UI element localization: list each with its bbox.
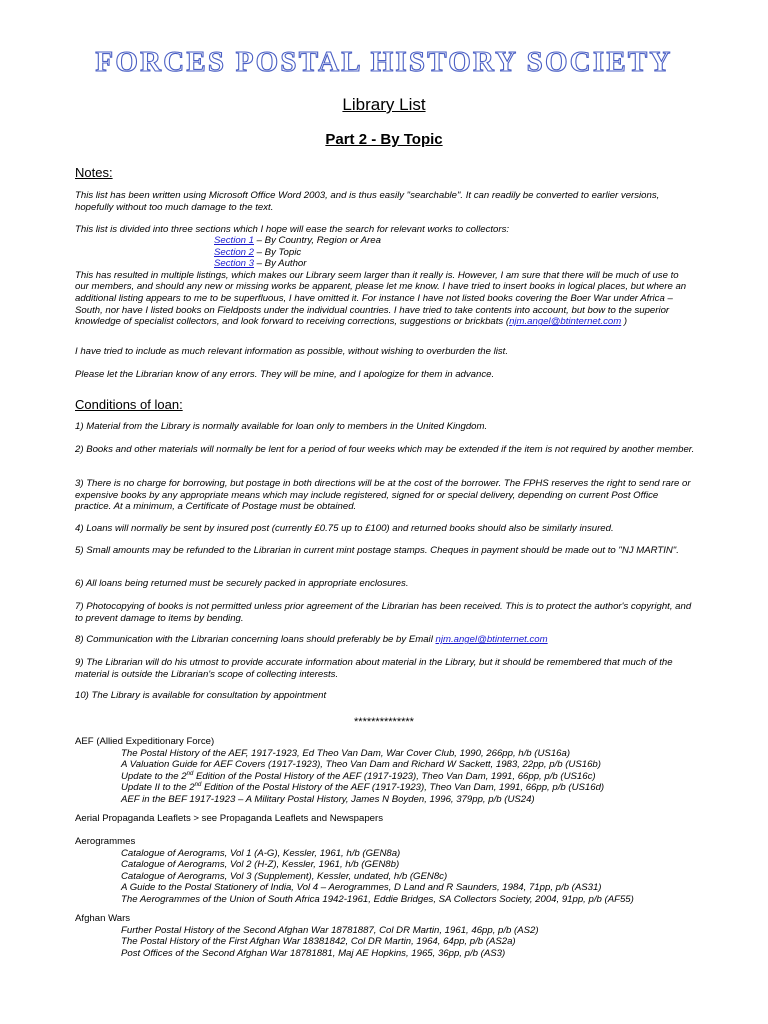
section-3-line: Section 3 – By Author (214, 258, 307, 270)
condition-1: 1) Material from the Library is normally available for loan only to members in the United Kingdom. (75, 421, 488, 432)
condition-8: 8) Communication with the Librarian concerning loans should preferably be by Email njm.angel@btinternet.com (75, 634, 548, 645)
notes-paragraph-3: This has resulted in multiple listings, which makes our Library seem larger than it really is. However, I am sure that there will be much of use to our members, and should any new or missing works be apparent, please let me know. I have tried to insert books in logical places, but where an additional listing appears to me to be superfluous, I have omitted it. For instance I have not listed books covering the Boer War under Africa – South, nor have I listed books on Fieldposts under the individual countries. I have tried to take contents into account, but bow to the superior knowledge of specialist collectors, and look forward to receiving corrections, suggestions or brickbats (njm.angel@btinternet.com ) (75, 269, 687, 328)
notes-paragraph-1: This list has been written using Microsoft Office Word 2003, and is thus easily "searchable". It can readily be converted to earlier versions, hopefully without too much damage to the text. (75, 190, 660, 213)
list-item: The Postal History of the AEF, 1917-1923, Ed Theo Van Dam, War Cover Club, 1990, 266pp, h/b (US16a) (121, 747, 571, 759)
list-item: A Guide to the Postal Stationery of India, Vol 4 – Aerogrammes, D Land and R Saunders, 1984, 71pp, p/b (AS31) (121, 882, 602, 894)
librarian-email-link[interactable]: njm.angel@btinternet.com (509, 316, 622, 328)
notes-paragraph-5: Please let the Librarian know of any errors. They will be mine, and I apologize for them in advance. (75, 369, 495, 380)
list-item: Update to the 2nd Edition of the Postal History of the AEF (1917-1923), Theo Van Dam, 1991, 66pp, p/b (US16c) (121, 770, 596, 782)
list-item: The Postal History of the First Afghan War 18381842, Col DR Martin, 1964, 64pp, p/b (AS2a) (121, 936, 516, 948)
condition-5: 5) Small amounts may be refunded to the Librarian in current mint postage stamps. Cheques in payment should be made out to "NJ MARTIN". (75, 545, 679, 556)
section-1-link[interactable]: Section 1 (214, 235, 255, 246)
notes-paragraph-2: This list is divided into three sections which I hope will ease the search for relevant works to collectors: (75, 224, 510, 235)
condition-6: 6) All loans being returned must be securely packed in appropriate enclosures. (75, 578, 409, 589)
list-item: Further Postal History of the Second Afghan War 18781887, Col DR Martin, 1961, 46pp, p/b (AS2) (121, 924, 539, 936)
topic-aerial-propaganda: Aerial Propaganda Leaflets > see Propaganda Leaflets and Newspapers (75, 813, 384, 824)
condition-4: 4) Loans will normally be sent by insured post (currently £0.75 up to £100) and returned books should also be similarly insured. (75, 523, 614, 534)
section-2-link[interactable]: Section 2 (214, 246, 255, 258)
notes-paragraph-4: I have tried to include as much relevant information as possible, without wishing to overburden the list. (75, 346, 509, 357)
loans-email-link[interactable]: njm.angel@btinternet.com (435, 634, 548, 645)
condition-7: 7) Photocopying of books is not permitted unless prior agreement of the Librarian has been received. This is to protect the author's copyright, and to prevent damage to items by bending. (75, 601, 692, 624)
section-1-line: Section 1 – By Country, Region or Area (214, 235, 381, 246)
topic-aerogrammes: Aerogrammes (75, 836, 136, 847)
separator: ************** (354, 716, 414, 728)
list-item: The Aerogrammes of the Union of South Africa 1942-1961, Eddie Bridges, SA Collectors Society, 2004, 91pp, p/b (AF55) (121, 894, 634, 905)
society-name: FORCES POSTAL HISTORY SOCIETY (95, 46, 673, 78)
list-item: Catalogue of Aerograms, Vol 1 (A-G), Kessler, 1961, h/b (GEN8a) (121, 847, 401, 859)
page-title: Library List (342, 95, 426, 114)
list-item: A Valuation Guide for AEF Covers (1917-1923), Theo Van Dam and Richard W Sackett, 1983, 22pp, p/b (US16b) (121, 759, 601, 771)
list-item: Update II to the 2nd Edition of the Postal History of the AEF (1917-1923), Theo Van Dam, 1991, 66pp, p/b (US16d) (121, 782, 605, 794)
page-subtitle: Part 2 - By Topic (325, 131, 443, 148)
condition-9: 9) The Librarian will do his utmost to provide accurate information about material in the Library, but it should be remembered that much of the material is outside the Librarian's scope of collecting interests. (75, 657, 673, 680)
section-3-link[interactable]: Section 3 (214, 258, 255, 270)
topic-aef: AEF (Allied Expeditionary Force) (75, 736, 215, 747)
topic-afghan-wars: Afghan Wars (75, 913, 131, 924)
notes-heading: Notes: (75, 165, 113, 180)
condition-2: 2) Books and other materials will normally be lent for a period of four weeks which may be extended if the item is not required by another member. (75, 444, 695, 455)
conditions-heading: Conditions of loan: (75, 397, 183, 412)
list-item: Post Offices of the Second Afghan War 18781881, Maj AE Hopkins, 1965, 36pp, p/b (AS3) (121, 947, 506, 959)
list-item: Catalogue of Aerograms, Vol 2 (H-Z), Kessler, 1961, h/b (GEN8b) (121, 859, 400, 871)
condition-10: 10) The Library is available for consultation by appointment (75, 690, 327, 701)
list-item: AEF in the BEF 1917-1923 – A Military Postal History, James N Boyden, 1996, 379pp, p/b (US24) (121, 794, 535, 805)
list-item: Catalogue of Aerograms, Vol 3 (Supplement), Kessler, undated, h/b (GEN8c) (121, 870, 448, 882)
section-2-line: Section 2 – By Topic (214, 246, 302, 258)
condition-3: 3) There is no charge for borrowing, but postage in both directions will be at the cost of the borrower. The FPHS reserves the right to send rare or expensive books by any appropriate means which may include registered, signed for or special delivery, depending on current Post Office practice. At a minimum, a Certificate of Postage must be obtained. (75, 478, 691, 513)
